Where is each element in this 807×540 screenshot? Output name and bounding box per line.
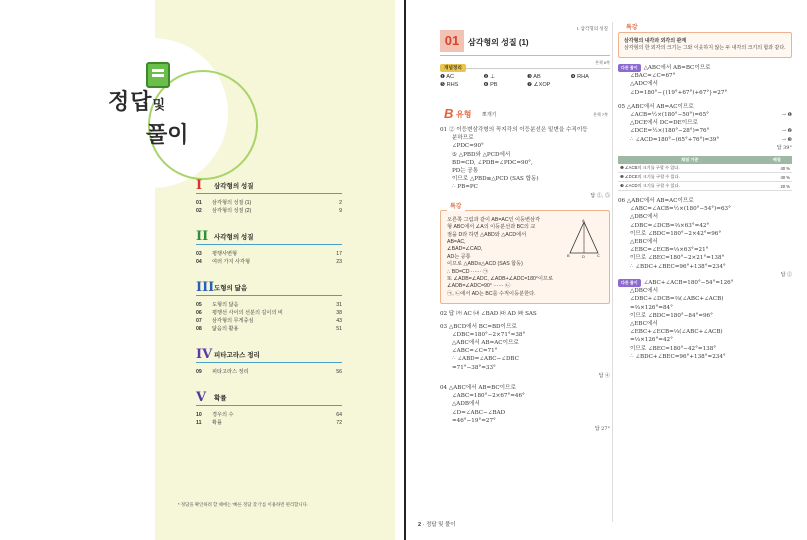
q05-mark: → ❶ [781,112,792,119]
scoring-criterion: ❶ ∠ACB의 크기를 구할 수 있다. [618,164,762,173]
column-left [440,22,610,433]
alt2-line: △EBC에서 [630,321,658,328]
type-label: 유형 [456,110,472,119]
toc-item-label: 평행사변형 [212,251,238,257]
toc-item-label: 삼각형의 성질 (2) [212,208,252,214]
toc-item-page: 72 [336,420,342,426]
chapter-header [440,22,610,56]
toc-item [196,317,342,325]
alt2-line: ∠EBC+∠ECB=⅓(∠ABC+∠ACB) [630,329,723,336]
q01-line: ∠PDC=90° [452,143,484,150]
q06-line: ∴ ∠BDC+∠BEC=96°+138°=234° [630,263,726,270]
toc-item [196,411,342,419]
q03-line: △ABC에서 AB=AC이므로 [452,339,519,346]
cover-title-line1: 정답 [108,90,153,115]
q06-line: ∠DBC=∠DCB=⅔×63°=42° [630,222,710,229]
toc-item-label: 삼각형의 무게중심 [212,318,254,324]
toc-section-number: II [196,229,209,244]
toc-section [196,280,342,333]
q04-line: =46°−19°=27° [452,417,496,424]
alt-badge-2: 다른 풀이 [618,279,641,287]
chapter-rule [440,55,610,56]
column-divider [612,22,613,522]
alt1-line: ∠D=180°−{(19°+67°)+67°}=27° [630,89,728,96]
toc-item [196,250,342,258]
toc-item-page: 2 [339,200,342,206]
feature-line: 형 ABC에서 ∠A의 이등분선과 BC의 교 [447,224,536,231]
q05-mark: → ❸ [781,136,792,143]
toc-item-number: 08 [196,326,202,332]
toc-section-title: 피타고라스 정리 [214,352,260,359]
toc-item-number: 04 [196,259,202,265]
scoring-criterion: ❷ ∠DCE의 크기를 구할 수 있다. [618,173,762,182]
scoring-points: 40 % [762,173,793,182]
answer-04: 답 27° [594,425,610,432]
toc-item-page: 17 [336,251,342,257]
toc-item [196,368,342,376]
q01-line: ∴ PB=PC [452,184,478,191]
toc-item-number: 11 [196,420,202,426]
toc-item-number: 05 [196,302,202,308]
toc-item-number: 06 [196,310,202,316]
toc-section-number: III [196,280,215,295]
q01-line: ⑤ △PBD와 △PCD에서 [452,151,511,158]
q03-line: ∴ ∠ABD=∠ABC−∠DBC [452,356,519,363]
toc-item-number: 02 [196,208,202,214]
cover-title-mid: 및 [152,98,167,113]
concept-page-ref: 본책 6쪽 [595,60,610,65]
feature-line: AB=AC, [447,239,466,246]
cover-title [108,85,189,149]
q03-line: ∠ABC=∠C=71° [452,348,498,355]
toc-item-page: 38 [336,310,342,316]
toc-item-page: 56 [336,369,342,375]
toc-item-number: 07 [196,318,202,324]
feature-line: AD는 공통 [447,253,471,260]
concept-box [440,65,610,98]
note-title: 삼각형의 내각과 외각의 관계 [624,38,687,44]
toc-section [196,229,342,266]
toc-section-title: 삼각형의 성질 [214,183,254,190]
concept-item: ❼ ∠XOP [527,82,551,88]
problem-06 [618,197,792,271]
svg-text:D: D [582,253,585,259]
answer-01: 답 ②, ⑤ [590,192,610,199]
scoring-table-header: 채점 기준 [618,156,762,164]
toc-item-label: 피타고라스 정리 [212,369,249,375]
toc-item [196,325,342,333]
q05-mark: → ❷ [781,128,792,135]
toc-item [196,207,342,215]
toc-section-header [196,390,342,406]
toc-item-label: 여러 가지 사각형 [212,259,250,265]
q04-line: △ADB에서 [452,401,480,408]
q05-text: ∠ACB=½×(180°−50°)=65° [630,112,709,119]
triangle-figure [567,219,601,259]
scoring-table [618,156,792,191]
footer-page-number: 2 [418,522,422,528]
toc-section-title: 확률 [214,395,227,402]
q06-line: △EBC에서 [630,239,658,246]
scoring-table-header: 배점 [762,156,793,164]
q03-line: =71°−38°=33° [452,364,496,371]
svg-text:B: B [567,252,570,258]
right-page [406,0,807,540]
note-body: 삼각형의 한 외각의 크기는 그와 이웃하지 않는 두 내각의 크기의 합과 같다. [624,45,786,51]
toc-section-header [196,229,342,245]
q03-line: ∠DBC=180°−2×71°=38° [452,331,526,338]
toc-section [196,390,342,427]
q06-line: ∠ABC=∠ACB=½×(180°−54°)=63° [630,206,731,213]
q06-line: 이므로 ∠BDC=180°−2×42°=96° [630,230,722,237]
problem-02: 02 답 ㈎ AC ㈏ ∠BAD ㈐ AD ㈑ SAS [440,311,537,318]
toc-item-number: 03 [196,251,202,257]
alt1-line: ∠BAC=∠C=67° [630,73,676,80]
q05-text: 05 △ABC에서 AB=AC이므로 [618,103,694,110]
alt2-line: ∠ABC+∠ACB=180°−54°=126° [643,280,734,287]
alt-badge-1: 다른 풀이 [618,64,641,72]
toc-section [196,178,342,215]
scoring-criterion: ❸ ∠ACD의 크기를 구할 수 있다. [618,182,762,191]
q01-line: BD=CD, ∠PDB=∠PDC=90°, [452,159,533,166]
concept-item: ❷ ⊥ [483,74,495,80]
feature-line: 점을 D라 하면 △ABD와 △ACD에서 [447,231,527,238]
toc-item-page: 43 [336,318,342,324]
alt-solution-2 [618,279,792,361]
toc-item-label: 닮음의 활용 [212,326,239,332]
cover-title-line2: 풀이 [146,123,189,148]
footnote: * 정답을 확인하려 할 때에는 '빠른 정답 찾기'를 이용하면 편리합니다. [178,502,309,507]
concept-item: ❶ AC [440,74,455,80]
toc-item-label: 경우의 수 [212,412,234,418]
problem-01 [440,126,610,192]
toc-item-page: 51 [336,326,342,332]
toc-item-label: 도형의 닮음 [212,302,239,308]
toc-item-number: 10 [196,412,202,418]
chapter-number: 01 [440,30,464,52]
toc-section-number: V [196,390,207,405]
concept-item: ❻ PB [483,82,498,88]
toc-item-label: 삼각형의 성질 (1) [212,200,252,206]
feature-line: 이므로 △ABD≡△ACD (SAS 합동) [447,261,523,268]
toc-section-header [196,347,342,363]
svg-text:C: C [597,252,600,258]
toc-section-header [196,280,342,296]
column-right [618,22,792,361]
q06-line: ∠EBC=∠ECB=⅓×63°=21° [630,247,709,254]
q05-line [618,119,792,127]
toc-item-page: 23 [336,259,342,265]
feature-line: 오른쪽 그림과 같이 AB=AC인 이등변삼각 [447,216,541,223]
problem-05 [618,103,792,144]
footer-label: 정답 및 풀이 [425,522,456,528]
feature-box [440,203,610,304]
toc-item [196,199,342,207]
q05-line [618,136,792,144]
alt2-line: ∴ ∠BDC+∠BEC=96°+138°=234° [630,353,726,360]
scoring-table-row [618,173,792,182]
toc-item [196,419,342,427]
feature-tag: 특강 [447,204,465,211]
toc-item-page: 31 [336,302,342,308]
q05-line [618,111,792,119]
answer-06: 답 ② [780,271,792,278]
q01-line: 분하므로 [452,135,474,142]
chapter-title: 삼각형의 성질 (1) [468,38,529,47]
type-sub: 뽀개기 [482,112,497,118]
concept-item: ❸ AB [527,74,541,80]
feature-line: ∠BAD=∠CAD, [447,246,483,253]
feature-line: ∠ADB=∠ADC=90° ······ ㉡ [447,283,511,290]
q05-text: △DCE에서 DC=DE이므로 [630,120,698,127]
note-box [618,25,792,58]
q05-line [618,127,792,135]
toc-section-title: 도형의 닮음 [214,285,248,292]
q05-text: ∴ ∠ACD=180°−(65°+76°)=39° [630,136,720,143]
toc-item-page: 64 [336,412,342,418]
concept-item: ❹ RHA [570,74,589,80]
q01-line: PD는 공통 [452,168,479,175]
table-of-contents [196,178,342,441]
toc-section-header [196,178,342,194]
q04-line: ∠D=∠ABC−∠BAD [452,409,506,416]
alt2-line: 이므로 ∠BDC=180°−84°=96° [630,312,713,319]
concept-item [571,82,611,88]
type-page-ref: 본책 7쪽 [593,112,608,117]
scoring-points: 40 % [762,164,793,173]
feature-line: ㉠, ㉡에서 AD는 BC를 수직이등분한다. [447,290,536,297]
concept-item: ❺ RHS [440,82,459,88]
q01-line: 01 ② 이등변삼각형의 꼭지각의 이등분선은 밑변을 수직이등 [440,127,588,133]
scoring-points: 20 % [762,182,793,191]
scoring-table-row [618,164,792,173]
note-tag: 특강 [623,25,641,32]
alt2-line: =⅔×126°=84° [630,304,673,311]
q06-line: 06 △ABC에서 AB=AC이므로 [618,198,694,205]
q04-line: 04 △ABC에서 AB=BC이므로 [440,384,516,391]
page-footer: 2 · 정답 및 풀이 [418,522,456,528]
concept-label: 개념정리 [440,64,466,72]
feature-line: 또 ∠ADB=∠ADC, ∠ADB+∠ADC=180°이므로 [447,276,554,283]
toc-item-number: 01 [196,200,202,206]
concept-grid [440,69,610,88]
toc-item [196,309,342,317]
alt2-line: =⅓×126°=42° [630,337,673,344]
feature-line: ∴ BD=CD ······ ㉠ [447,268,488,275]
alt1-line: △ADC에서 [630,81,658,88]
toc-item [196,258,342,266]
alt2-line: ∠DBC+∠DCB=⅔(∠ABC+∠ACB) [630,296,724,303]
q05-text: ∠DCE=½×(180°−28°)=76° [630,128,710,135]
alt2-line: △DBC에서 [630,288,659,295]
breadcrumb: I. 삼각형의 성질 [576,26,608,31]
toc-item-page: 9 [339,208,342,214]
toc-section-title: 사각형의 성질 [214,234,254,241]
q04-line: ∠ABC=180°−2×67°=46° [452,393,525,400]
answer-05: 답 39° [776,144,792,151]
type-b-letter: B [444,106,454,121]
answer-03: 답 ④ [598,372,610,379]
q05-line [618,103,792,111]
problem-04 [440,384,610,425]
problem-03 [440,323,610,372]
toc-section-number: IV [196,347,213,362]
scoring-table-row [618,182,792,191]
toc-item [196,301,342,309]
alt-solution-1 [618,64,792,97]
alt1-line: △ABC에서 AB=BC이므로 [643,65,711,71]
toc-section-number: I [196,178,203,193]
alt2-line: 이므로 ∠BEC=180°−42°=138° [630,345,717,352]
q03-line: 03 △BCD에서 BC=BD이므로 [440,323,517,330]
svg-text:A: A [582,218,585,223]
toc-item-label: 평행선 사이의 선분의 길이의 비 [212,310,283,316]
q06-line: △DBC에서 [630,214,659,221]
toc-item-number: 09 [196,369,202,375]
type-section-header [440,106,610,126]
q06-line: 이므로 ∠BEC=180°−2×21°=138° [630,255,725,262]
toc-section [196,347,342,376]
toc-item-label: 확률 [212,420,223,426]
q01-line: 이므로 △PBD≡△PCD (SAS 합동) [452,176,539,183]
